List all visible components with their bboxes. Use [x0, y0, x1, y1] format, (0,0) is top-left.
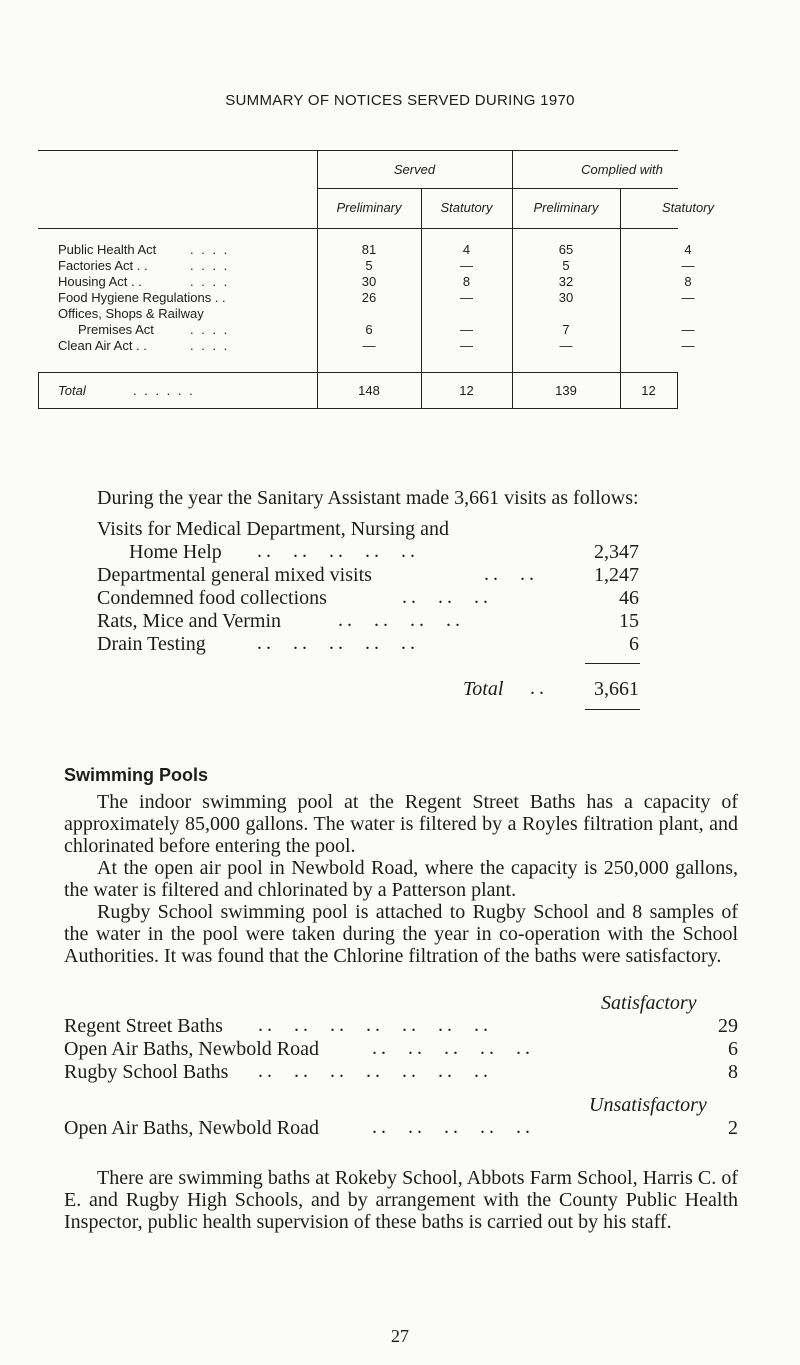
paragraph: The indoor swimming pool at the Regent Street Baths has a capacity of approximately 85,000 gallons. The water is filtered by a Royles filtration plant, and chlorinated before entering the pool.	[64, 791, 738, 857]
subheader-complied-statutory: Statutory	[661, 200, 715, 215]
cell-served-preliminary: 26	[361, 290, 377, 305]
bath-value: 29	[718, 1015, 738, 1037]
bath-leader: .. .. .. .. ..	[372, 1116, 534, 1138]
paragraph: At the open air pool in Newbold Road, where the capacity is 250,000 gallons, the water is filtered and chlorinated by a Patterson plant.	[64, 857, 738, 901]
total-complied-preliminary: 139	[555, 383, 577, 398]
cell-complied-statutory: 8	[684, 274, 692, 289]
visits-intro: During the year the Sanitary Assistant made 3,661 visits as follows:	[97, 487, 639, 509]
total-served-preliminary: 148	[358, 383, 380, 398]
cell-served-preliminary: —	[362, 338, 376, 353]
visit-item-value: 15	[619, 610, 639, 632]
row-leader: . . . .	[190, 274, 230, 289]
table-left-rule	[38, 372, 39, 409]
bath-label: Open Air Baths, Newbold Road	[64, 1038, 319, 1060]
table-total-top-rule	[38, 372, 678, 373]
cell-complied-preliminary: 30	[558, 290, 574, 305]
visits-total-label: Total	[463, 678, 504, 700]
cell-served-preliminary: 81	[361, 242, 377, 257]
row-leader: . . . .	[190, 258, 230, 273]
bath-label: Regent Street Baths	[64, 1015, 223, 1037]
visit-leader: .. .. .. .. ..	[257, 540, 419, 562]
cell-complied-preliminary: 65	[558, 242, 574, 257]
table-subheader-rule	[317, 188, 678, 189]
total-complied-statutory: 12	[641, 383, 656, 398]
cell-served-statutory: 8	[462, 274, 471, 289]
swimming-paragraphs	[64, 791, 738, 967]
satisfactory-heading: Satisfactory	[601, 992, 697, 1014]
row-leader: . . . . . .	[133, 383, 195, 398]
visit-leader: .. .. .. ..	[338, 609, 464, 631]
table-header-rule	[38, 228, 678, 229]
row-label: Clean Air Act . .	[58, 338, 147, 353]
subheader-served-preliminary: Preliminary	[336, 200, 402, 215]
bath-label: Open Air Baths, Newbold Road	[64, 1117, 319, 1139]
visit-item-value: 46	[619, 587, 639, 609]
bath-value: 2	[728, 1117, 738, 1139]
row-leader: . . . .	[190, 338, 230, 353]
visit-item-label: Drain Testing	[97, 633, 206, 655]
cell-served-statutory: 4	[462, 242, 471, 257]
cell-served-preliminary: 5	[365, 258, 373, 273]
subheader-served-statutory: Statutory	[440, 200, 493, 215]
row-label: Food Hygiene Regulations . .	[58, 290, 226, 305]
visit-item-value: 6	[629, 633, 639, 655]
cell-complied-statutory: —	[681, 258, 695, 273]
visit-item-label: Home Help	[129, 541, 222, 563]
bath-label: Rugby School Baths	[64, 1061, 229, 1083]
cell-complied-preliminary: —	[559, 338, 573, 353]
cell-complied-preliminary: 32	[558, 274, 574, 289]
header-served: Served	[393, 162, 436, 177]
bath-value: 8	[728, 1061, 738, 1083]
total-rule-bottom	[585, 709, 640, 710]
cell-served-statutory: —	[460, 290, 473, 305]
subheader-complied-preliminary: Preliminary	[533, 200, 599, 215]
bath-leader: .. .. .. .. .. .. ..	[258, 1014, 492, 1036]
paragraph: There are swimming baths at Rokeby School, Abbots Farm School, Harris C. of E. and Rugby High Schools, and by arrangement with the County Public Health Inspector, public health supervision of these baths is carried out by his staff.	[64, 1167, 738, 1233]
visit-leader: .. .. ..	[402, 586, 492, 608]
visit-item-label: Departmental general mixed visits	[97, 564, 372, 586]
row-label: Factories Act . .	[58, 258, 148, 273]
cell-complied-statutory: —	[681, 338, 695, 353]
row-label: Offices, Shops & Railway	[58, 306, 204, 321]
cell-served-statutory: —	[460, 322, 473, 337]
visit-item-label: Visits for Medical Department, Nursing and	[97, 518, 450, 540]
visit-leader: ..	[530, 677, 548, 699]
total-served-statutory: 12	[459, 383, 474, 398]
visit-item-value: 1,247	[594, 564, 639, 586]
table-right-rule	[677, 372, 678, 409]
total-rule-top	[585, 663, 640, 664]
row-leader: . . . .	[190, 242, 230, 257]
cell-complied-statutory: —	[681, 322, 695, 337]
visit-leader: .. ..	[484, 563, 538, 585]
table-top-rule	[38, 150, 678, 151]
row-label: Public Health Act	[58, 242, 157, 257]
paragraph: Rugby School swimming pool is attached to Rugby School and 8 samples of the water in the pool were taken during the year in co-operation with the School Authorities. It was found that the Chlorine filtration of the baths were satisfactory.	[64, 901, 738, 967]
bath-value: 6	[728, 1038, 738, 1060]
visit-leader: .. .. .. .. ..	[257, 632, 419, 654]
cell-complied-statutory: —	[681, 290, 695, 305]
cell-complied-statutory: 4	[684, 242, 692, 257]
cell-complied-preliminary: 7	[562, 322, 570, 337]
bath-leader: .. .. .. .. .. .. ..	[258, 1060, 492, 1082]
visits-total-value: 3,661	[594, 678, 639, 700]
cell-complied-preliminary: 5	[562, 258, 570, 273]
cell-served-statutory: —	[460, 338, 473, 353]
row-leader: . . . .	[190, 322, 230, 337]
cell-served-statutory: —	[460, 258, 473, 273]
row-label: Housing Act . .	[58, 274, 142, 289]
notices-table	[38, 150, 756, 412]
row-label: Premises Act	[78, 322, 154, 337]
visit-item-label: Condemned food collections	[97, 587, 327, 609]
visit-item-value: 2,347	[594, 541, 639, 563]
section-heading: Swimming Pools	[64, 765, 209, 785]
page-number: 27	[391, 1326, 409, 1346]
total-label: Total	[58, 383, 86, 398]
closing-paragraph-wrap	[64, 1167, 738, 1233]
unsatisfactory-heading: Unsatisfactory	[589, 1094, 707, 1116]
cell-served-preliminary: 6	[365, 322, 373, 337]
header-complied-with: Complied with	[581, 162, 663, 177]
bath-leader: .. .. .. .. ..	[372, 1037, 534, 1059]
cell-served-preliminary: 30	[361, 274, 377, 289]
page-title: SUMMARY OF NOTICES SERVED DURING 1970	[225, 92, 575, 109]
table-bottom-rule	[38, 408, 678, 409]
visit-item-label: Rats, Mice and Vermin	[97, 610, 282, 632]
